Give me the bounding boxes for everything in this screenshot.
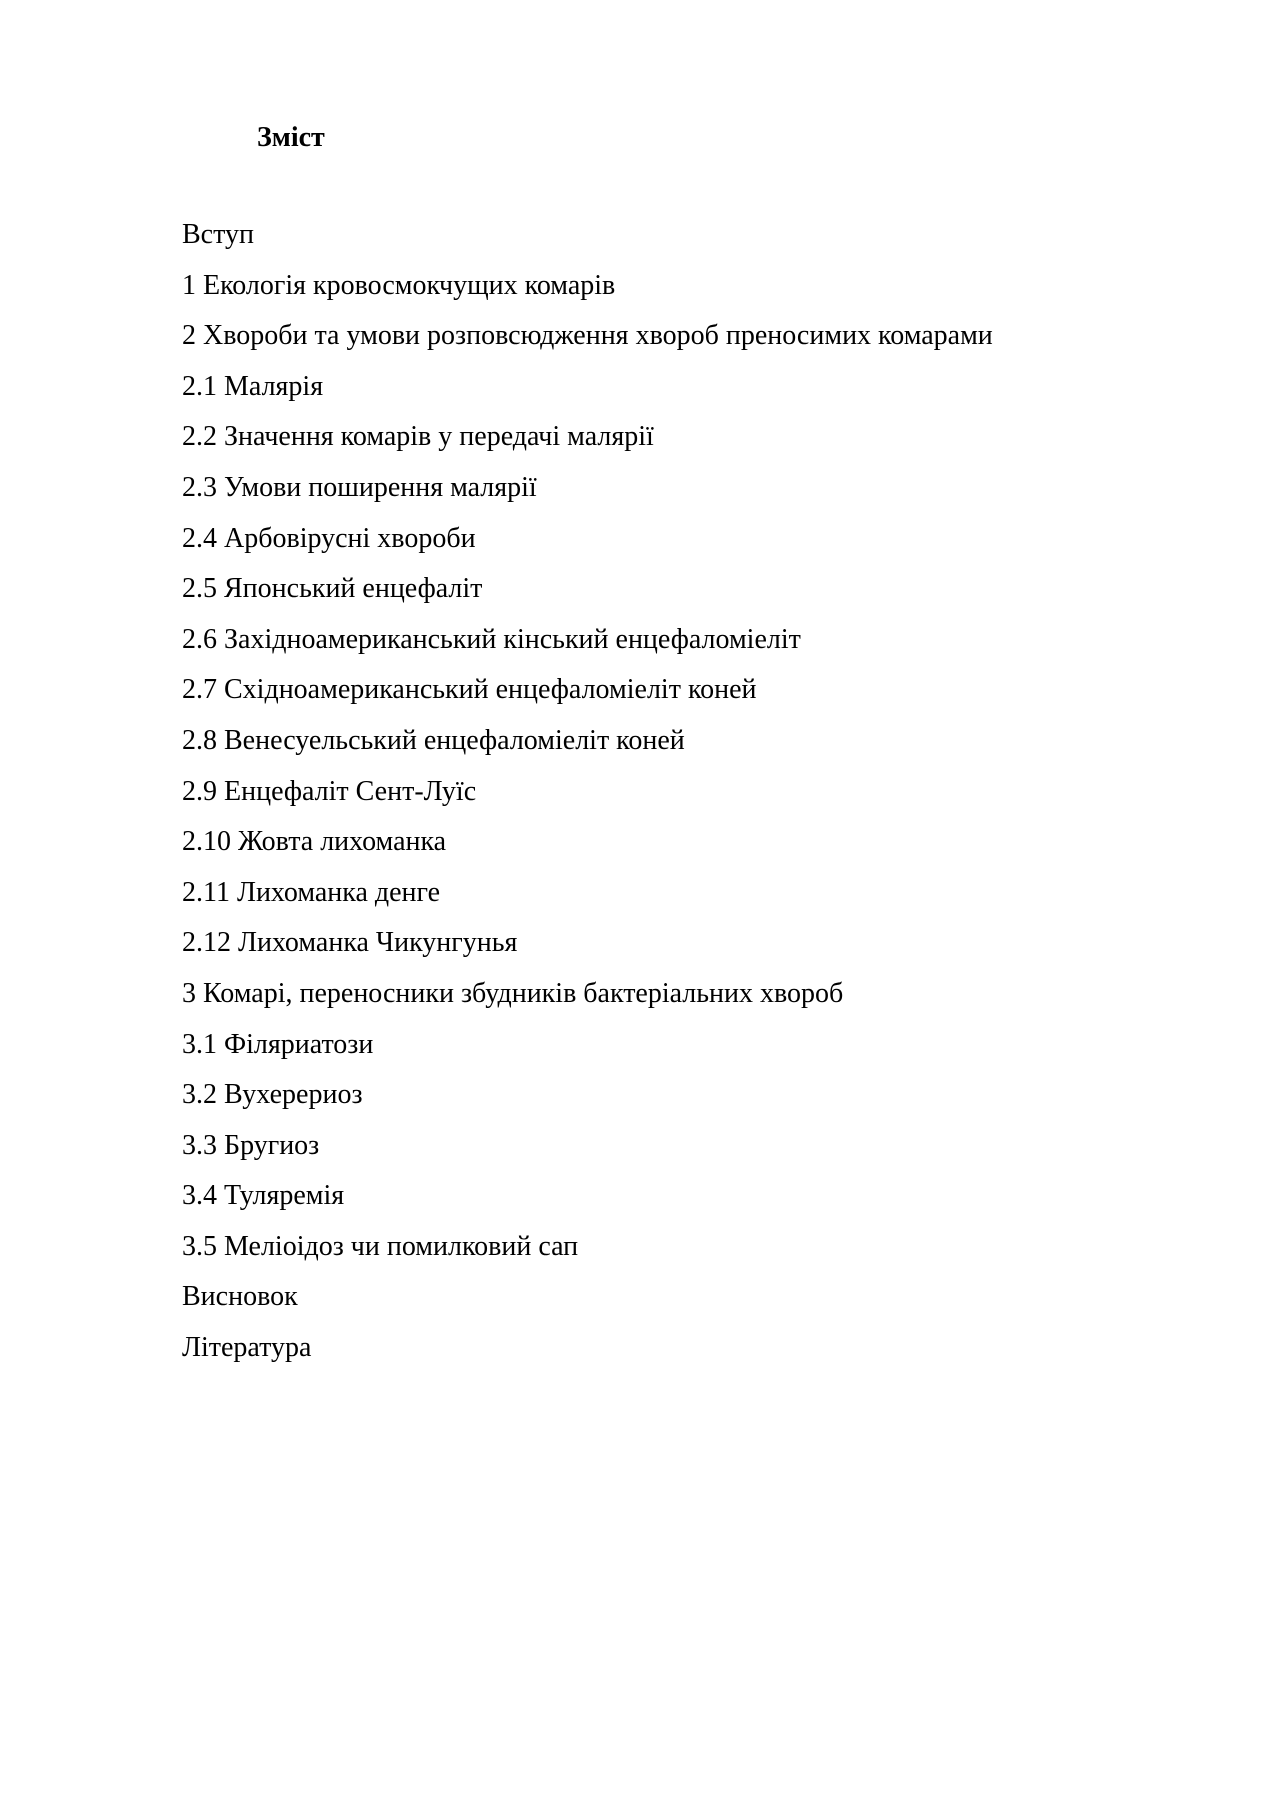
toc-item: 3.4 Туляремія [182,1180,345,1212]
toc-item: 2.10 Жовта лихоманка [182,826,447,858]
toc-item: 2.7 Східноамериканський енцефаломіеліт коней [182,674,757,706]
toc-item: 2.11 Лихоманка денге [182,876,441,908]
toc-item: 3.1 Філяриатози [182,1028,374,1060]
toc-item: Література [182,1332,312,1364]
toc-item: 2.6 Західноамериканський кінський енцефаломіеліт [182,623,801,655]
toc-item: 2.2 Значення комарів у передачі малярії [182,421,654,453]
toc-item: Висновок [182,1281,298,1313]
toc-item: 3.2 Вухерериоз [182,1079,363,1111]
toc-item: 2.4 Арбовірусні хвороби [182,522,476,554]
toc-item: 2.3 Умови поширення малярії [182,471,537,503]
table-of-contents [182,210,993,1374]
toc-item: 2.8 Венесуельський енцефаломіеліт коней [182,724,685,756]
toc-item: Вступ [182,219,254,250]
toc-item: 2 Хвороби та умови розповсюдження хвороб преносимих комарами [182,320,993,352]
toc-item: 2.9 Енцефаліт Сент-Луїс [182,775,477,807]
toc-item: 3.3 Бругиоз [182,1129,320,1161]
page-title: Зміст [257,122,325,153]
toc-item: 3.5 Меліоідоз чи помилковий сап [182,1230,579,1262]
toc-item: 2.12 Лихоманка Чикунгунья [182,927,518,959]
toc-item: 2.1 Малярія [182,370,324,402]
toc-item: 3 Комарі, переносники збудників бактеріальних хвороб [182,977,844,1009]
toc-item: 1 Екологія кровосмокчущих комарів [182,269,616,301]
toc-item: 2.5 Японський енцефаліт [182,573,483,605]
